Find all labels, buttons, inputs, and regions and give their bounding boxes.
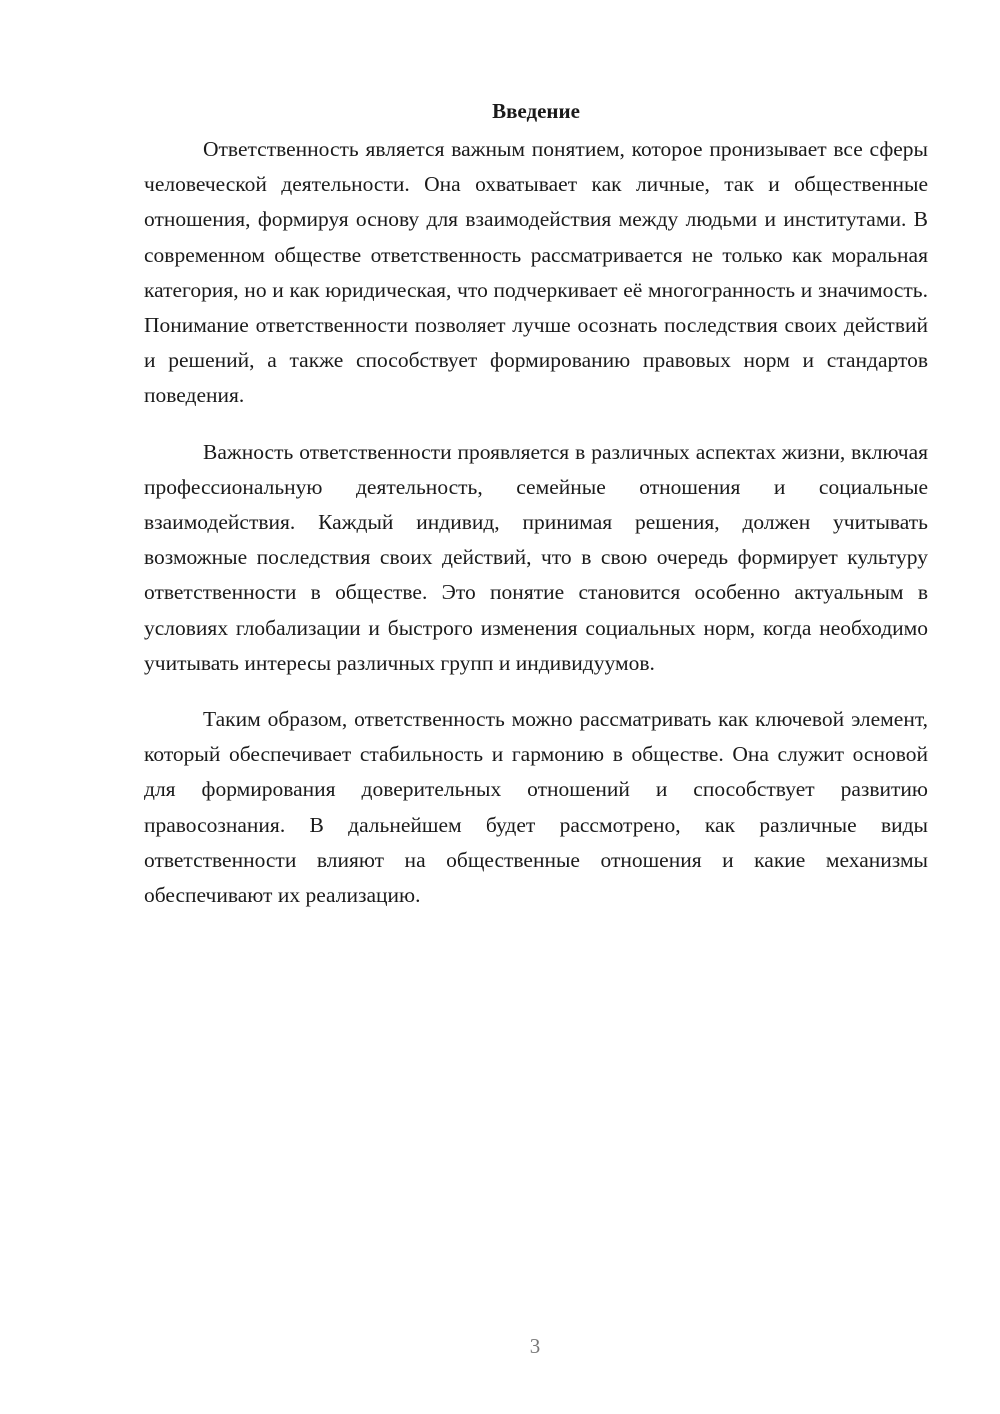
page-content	[144, 96, 928, 934]
paragraph-2: Важность ответственности проявляется в различных аспектах жизни, включая профессиональную деятельность, семейные отношения и социальные взаимодействия. Каждый индивид, принимая решения, должен учитывать возможные последствия своих действий, что в свою очередь формирует культуру ответственности в обществе. Это понятие становится особенно актуальным в условиях глобализации и быстрого изменения социальных норм, когда необходимо учитывать интересы различных групп и индивидуумов.	[144, 439, 928, 675]
page-number: 3	[529, 1334, 541, 1358]
paragraph-3: Таким образом, ответственность можно рассматривать как ключевой элемент, который обеспечивает стабильность и гармонию в обществе. Она служит основой для формирования доверительных отношений и способствует развитию правосознания. В дальнейшем будет рассмотрено, как различные виды ответственности влияют на общественные отношения и какие механизмы обеспечивают их реализацию.	[144, 707, 928, 908]
section-heading: Введение	[492, 99, 580, 123]
paragraph-1: Ответственность является важным понятием, которое пронизывает все сферы человеческой деятельности. Она охватывает как личные, так и общественные отношения, формируя основу для взаимодействия между людьми и институтами. В современном обществе ответственность рассматривается не только как моральная категория, но и как юридическая, что подчеркивает её многогранность и значимость. Понимание ответственности позволяет лучше осознать последствия своих действий и решений, а также способствует формированию правовых норм и стандартов поведения.	[144, 137, 928, 408]
